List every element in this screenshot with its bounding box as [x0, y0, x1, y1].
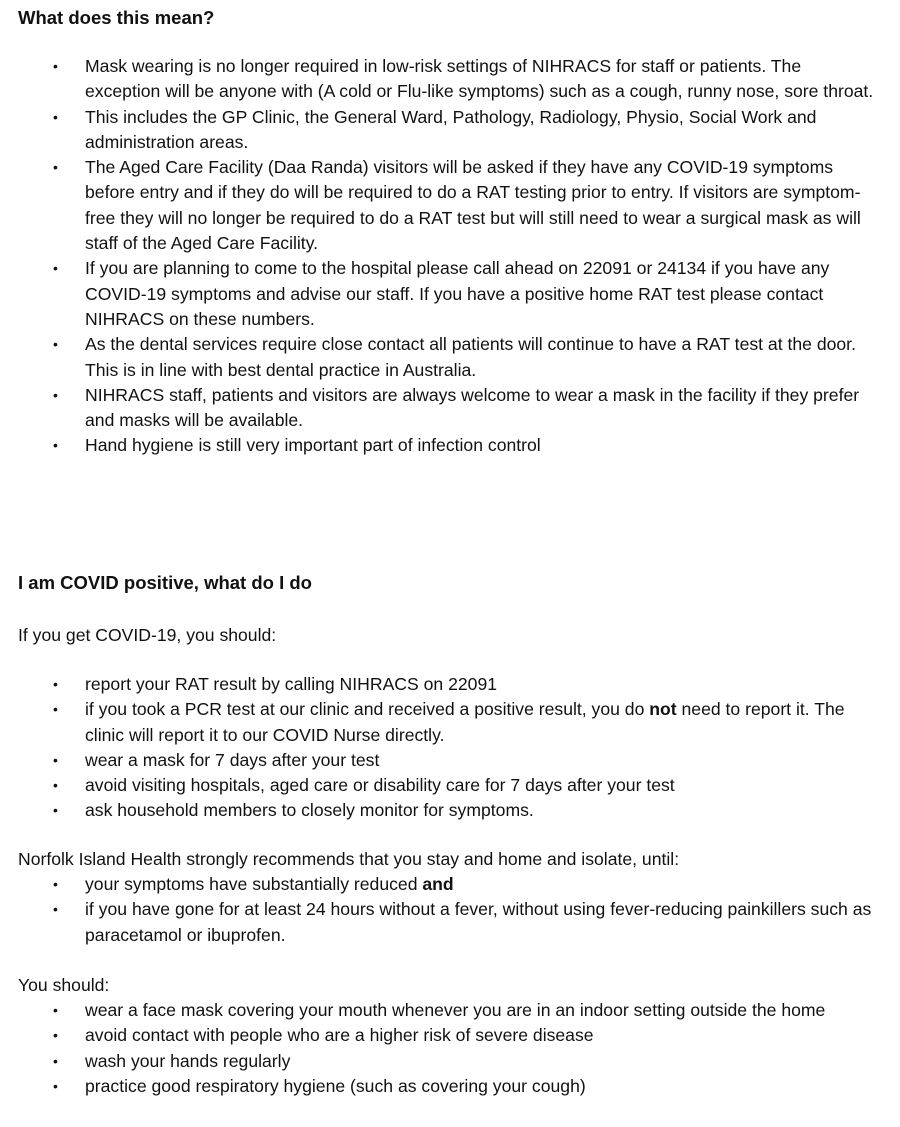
list-item: [0, 433, 900, 458]
covid-positive-actions-list: [0, 672, 900, 824]
you-should-list: [0, 998, 900, 1099]
list-item: [0, 697, 900, 748]
list-item-text: report your RAT result by calling NIHRACS on 22091: [85, 674, 498, 694]
bullet-icon: •: [53, 386, 58, 403]
list-item-text: ask household members to closely monitor for symptoms.: [85, 800, 534, 821]
list-item-text: The Aged Care Facility (Daa Randa) visitors will be asked if they have any COVID-19 symptoms before entry and if they do will be required to do a RAT testing prior to entry. If visitors are symptom-free they will no longer be required to do a RAT test but will still need to wear a surgical mask as will staff of the Aged Care Facility.: [85, 157, 861, 254]
section-heading-covid-positive: I am COVID positive, what do I do: [18, 572, 312, 593]
list-item-text: If you are planning to come to the hospital please call ahead on 22091 or 24134 if you have any COVID-19 symptoms and advise our staff. If you have a positive home RAT test please contact NIHRACS on these numbers.: [85, 258, 830, 329]
list-item: [0, 383, 900, 434]
emphasis-not: not: [649, 699, 677, 720]
list-item-text: your symptoms have substantially reduced and: [85, 874, 454, 894]
bullet-icon: •: [53, 676, 58, 692]
isolation-conditions-list: [0, 872, 900, 948]
list-item-text: if you have gone for at least 24 hours without a fever, without using fever-reducing painkillers such as paracetamol or ibuprofen.: [85, 899, 872, 945]
bullet-icon: •: [53, 437, 58, 454]
bullet-icon: •: [53, 108, 58, 125]
bullet-icon: •: [53, 701, 58, 718]
list-item-text: wear a mask for 7 days after your test: [85, 749, 380, 770]
list-item-text: wear a face mask covering your mouth whenever you are in an indoor setting outside the home: [85, 1000, 826, 1020]
list-item-text: if you took a PCR test at our clinic and received a positive result, you do not need to report it. The clinic will report it to our COVID Nurse directly.: [85, 699, 845, 745]
list-item: [0, 998, 900, 1023]
bullet-icon: •: [53, 1052, 58, 1069]
list-item-text: Mask wearing is no longer required in low-risk settings of NIHRACS for staff or patients. The exception will be anyone with (A cold or Flu-like symptoms) such as a cough, runny nose, sore throat.: [85, 56, 874, 102]
bullet-icon: •: [53, 1002, 58, 1018]
list-item-text: wash your hands regularly: [85, 1050, 291, 1071]
list-item: [0, 872, 900, 897]
section-heading-what-does-this-mean: What does this mean?: [18, 7, 215, 28]
bullet-icon: •: [53, 1027, 58, 1044]
list-item: [0, 1023, 900, 1048]
emphasis-and: and: [422, 874, 454, 894]
list-item-text: practice good respiratory hygiene (such as covering your cough): [85, 1075, 586, 1096]
list-item: [0, 105, 900, 156]
list-item-text: NIHRACS staff, patients and visitors are always welcome to wear a mask in the facility if they prefer and masks will be available.: [85, 384, 860, 431]
bullet-icon: •: [53, 336, 58, 353]
bullet-icon: •: [53, 777, 58, 794]
list-item: [0, 332, 900, 383]
bullet-icon: •: [53, 802, 58, 819]
bullet-icon: •: [53, 159, 58, 176]
bullet-icon: •: [53, 751, 58, 768]
list-item-text: As the dental services require close contact all patients will continue to have a RAT test at the door. This is in line with best dental practice in Australia.: [85, 334, 856, 380]
list-item: [0, 1049, 900, 1074]
list-item-text: avoid contact with people who are a higher risk of severe disease: [85, 1025, 594, 1046]
bullet-icon: •: [53, 876, 58, 892]
list-item: [0, 748, 900, 773]
list-item: [0, 54, 900, 105]
isolation-recommendation-intro: Norfolk Island Health strongly recommends that you stay and home and isolate, until:: [18, 849, 680, 869]
you-should-intro: You should:: [18, 975, 110, 995]
bullet-icon: •: [53, 58, 58, 74]
covid-positive-intro: If you get COVID-19, you should:: [18, 625, 277, 645]
list-item: [0, 1074, 900, 1099]
bullet-icon: •: [53, 901, 58, 918]
mask-guidance-list: [0, 54, 900, 459]
list-item: [0, 155, 900, 256]
list-item: [0, 773, 900, 798]
list-item-text: Hand hygiene is still very important part of infection control: [85, 435, 541, 456]
list-item: [0, 897, 900, 948]
list-item-text: avoid visiting hospitals, aged care or disability care for 7 days after your test: [85, 775, 675, 796]
list-item: [0, 798, 900, 823]
list-item-text: This includes the GP Clinic, the General Ward, Pathology, Radiology, Physio, Social Work and administration areas.: [85, 106, 817, 152]
list-item: [0, 672, 900, 697]
bullet-icon: •: [53, 260, 58, 277]
bullet-icon: •: [53, 1077, 58, 1094]
list-item: [0, 256, 900, 332]
